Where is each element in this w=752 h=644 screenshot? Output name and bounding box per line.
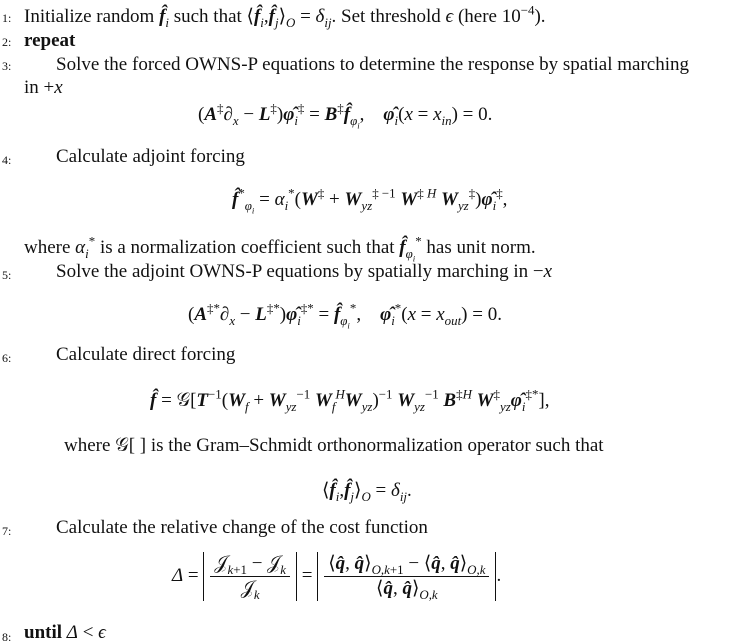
step-8-until: until Δ < ϵ bbox=[24, 622, 106, 643]
step-number-7: 7: bbox=[2, 524, 12, 538]
equation-7: Δ = $\frac{𝒥_{k+1} - 𝒥_k}{𝒥_k}$ = $\frac{⟨q̂, q̂⟩_{O,k+1} - ⟨q̂, q̂⟩_{O,k}}{⟨q̂, q̂⟩_{O,k}}$ . bbox=[172, 553, 502, 602]
step-1-text: Initialize random $f̂_i$ such that $⟨f̂_i,f̂_j⟩_O = \delta_{ij}$. Set threshold ϵ (here $10^{-4}$). bbox=[24, 2, 546, 30]
step-number-2: 2: bbox=[2, 35, 12, 49]
step-6-text: Calculate direct forcing bbox=[56, 344, 236, 365]
equation-6: f̂ = $𝒢[T^{-1}(W_f + W_{yz}^{-1}$ $W_f^HW_{yz})^{-1}$ $W_{yz}^{-1}$ $B^{\ddagger H}$ $W^\ddagger_{yz}\varphî_i^{\ddagger*}$], bbox=[150, 386, 550, 414]
step-3-text: Solve the forced OWNS-P equations to determine the response by spatial marching bbox=[56, 54, 689, 75]
step-number-8: 8: bbox=[2, 630, 12, 644]
step-7-text: Calculate the relative change of the cost function bbox=[56, 517, 428, 538]
step-3-continuation: in +x bbox=[24, 77, 63, 98]
step-4-text: Calculate adjoint forcing bbox=[56, 146, 245, 167]
equation-6b: $⟨f̂_i,f̂_j⟩_O = \delta_{ij}$. bbox=[322, 480, 412, 504]
step-number-1: 1: bbox=[2, 11, 12, 25]
step-5-text: Solve the adjoint OWNS-P equations by spatially marching in −x bbox=[56, 261, 553, 282]
step-2-repeat: repeat bbox=[24, 30, 76, 51]
equation-6-note: where 𝒢[ ] is the Gram–Schmidt orthonormalization operator such that bbox=[64, 435, 604, 456]
equation-3: ($A^\ddagger\partial_x$ − $L^\ddagger)\varphî_i^\ddagger$ = $B^\ddagger f̂_{\varphi_i}$, $\varphî_i(x = x_{in}) = 0$. bbox=[198, 100, 493, 131]
equation-4-note: where $\alpha_i^*$ is a normalization coefficient such that $f̂_{\varphi_i}^*$ has unit norm. bbox=[24, 233, 536, 264]
step-number-6: 6: bbox=[2, 351, 12, 365]
step-number-4: 4: bbox=[2, 153, 12, 167]
step-number-3: 3: bbox=[2, 59, 12, 73]
equation-5: ($A^{\ddagger*}\partial_x$ − $L^{\ddagger*})\varphî_i^{\ddagger*}$ = $f̂_{\varphi_i}^*$, $\varphî_i^*(x = x_{out}) = 0$. bbox=[188, 300, 502, 331]
step-number-5: 5: bbox=[2, 268, 12, 282]
equation-4: $f̂^*_{\varphi_i} = \alpha_i^*(W^\ddagger + W_{yz}^{\ddagger -1}$ $W^{\ddagger H}$ $W_{yz}^\ddagger)\varphî_i^\ddagger$, bbox=[232, 185, 508, 216]
